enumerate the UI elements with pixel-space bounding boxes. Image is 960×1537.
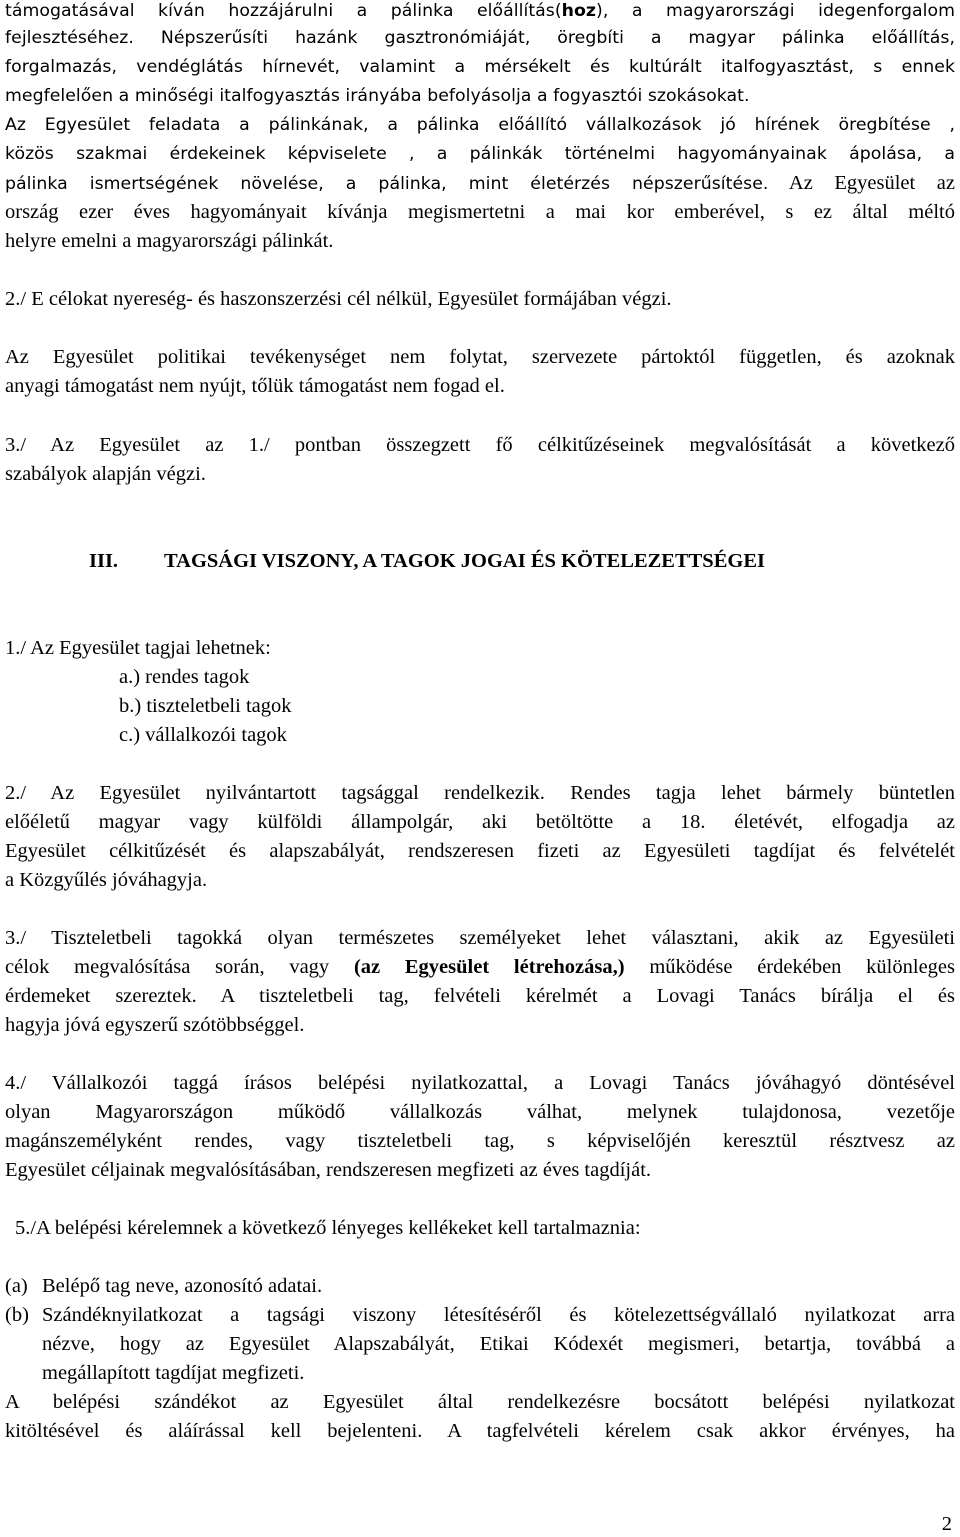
members-item-b: b.) tiszteletbeli tagok	[119, 695, 292, 717]
application-b-line-1: Szándéknyilatkozat a tagsági viszony létesítéséről és kötelezettségvállaló nyilatkozat arra	[42, 1304, 955, 1326]
page-number: 2	[941, 1513, 952, 1535]
purpose-text-sans: pálinka ismertségének növelése, a pálinka, mint életérzés népszerűsítése.	[5, 174, 769, 194]
members-intro: 1./ Az Egyesület tagjai lehetnek:	[5, 637, 271, 659]
application-a-text: Belépő tag neve, azonosító adatai.	[42, 1275, 323, 1297]
point-3-line-1: 3./ Az Egyesület az 1./ pontban összegzett fő célkitűzéseinek megvalósítását a következő	[5, 434, 955, 456]
purpose-line-5: helyre emelni a magyarországi pálinkát.	[5, 230, 334, 252]
honorary-text: működése érdekében különleges	[624, 956, 956, 978]
intro-line-1	[5, 0, 955, 26]
intro-line-3: forgalmazás, vendéglátás hírnevét, valamint a mérsékelt és kultúrált italfogyasztást, s ennek	[5, 57, 955, 77]
intro-text: ), a magyarországi idegenforgalom	[596, 1, 956, 21]
honorary-line-4: hagyja jóvá egyszerű szótöbbséggel.	[5, 1014, 305, 1036]
section-number: III.	[89, 550, 119, 572]
application-closing-2: kitöltésével és aláírással kell bejelenteni. A tagfelvételi kérelem csak akkor érvényes, ha	[5, 1420, 955, 1442]
point-3-line-2: szabályok alapján végzi.	[5, 463, 206, 485]
regular-line-3: Egyesület célkitűzését és alapszabályát, rendszeresen fizeti az Egyesületi tagdíjat és felvételét	[5, 840, 955, 862]
purpose-text-serif: Az Egyesület az	[768, 172, 955, 194]
regular-line-1: 2./ Az Egyesület nyilvántartott tagsággal rendelkezik. Rendes tagja lehet bármely büntetlen	[5, 782, 955, 804]
politics-line-2: anyagi támogatást nem nyújt, tőlük támogatást nem fogad el.	[5, 375, 505, 397]
regular-line-4: a Közgyűlés jóváhagyja.	[5, 869, 208, 891]
application-closing-1: A belépési szándékot az Egyesület által rendelkezésre bocsátott belépési nyilatkozat	[5, 1391, 955, 1413]
intro-line-2: fejlesztéséhez. Népszerűsíti hazánk gasztronómiáját, öregbíti a magyar pálinka előállítás,	[5, 28, 955, 48]
honorary-bold: (az Egyesület létrehozása,)	[353, 956, 625, 978]
point-2-text: 2./ E célokat nyereség- és haszonszerzési cél nélkül, Egyesület formájában végzi.	[5, 288, 672, 310]
purpose-line-2: közös szakmai érdekeinek képviselete , a pálinkák történelmi hagyományainak ápolása, a	[5, 144, 955, 164]
honorary-line-3: érdemeket szereztek. A tiszteletbeli tag, felvételi kérelmét a Lovagi Tanács bírálja el és	[5, 985, 955, 1007]
honorary-line-1: 3./ Tiszteletbeli tagokká olyan természetes személyeket lehet választani, akik az Egyesületi	[5, 927, 955, 949]
honorary-line-2	[5, 953, 955, 982]
members-item-c: c.) vállalkozói tagok	[119, 724, 287, 746]
business-line-3: magánszemélyként rendes, vagy tiszteletbeli tag, s képviselőjén keresztül résztvesz az	[5, 1130, 955, 1152]
application-intro: 5./A belépési kérelemnek a következő lényeges kellékeket kell tartalmaznia:	[15, 1217, 641, 1239]
politics-line-1: Az Egyesület politikai tevékenységet nem folytat, szervezete pártoktól független, és azoknak	[5, 346, 955, 368]
intro-text: támogatásával kíván hozzájárulni a pálinka előállítás(	[5, 1, 562, 21]
intro-bold: hoz	[561, 1, 597, 21]
purpose-line-4: ország ezer éves hagyományait kívánja megismertetni a mai kor emberével, s ez által méltó	[5, 201, 955, 223]
application-b-line-2: nézve, hogy az Egyesület Alapszabályát, Etikai Kódexét megismeri, betartja, továbbá a	[42, 1333, 955, 1355]
purpose-line-1: Az Egyesület feladata a pálinkának, a pálinka előállító vállalkozások jó hírének öregbítése ,	[5, 115, 955, 135]
business-line-2: olyan Magyarországon működő vállalkozás válhat, melynek tulajdonosa, vezetője	[5, 1101, 955, 1123]
intro-line-4: megfelelően a minőségi italfogyasztás irányába befolyásolja a fogyasztói szokásokat.	[5, 86, 750, 106]
application-b-label: (b)	[5, 1304, 29, 1326]
business-line-1: 4./ Vállalkozói taggá írásos belépési nyilatkozattal, a Lovagi Tanács jóváhagyó döntésével	[5, 1072, 955, 1094]
business-line-4: Egyesület céljainak megvalósításában, rendszeresen megfizeti az éves tagdíját.	[5, 1159, 652, 1181]
application-b-line-3: megállapított tagdíjat megfizeti.	[42, 1362, 305, 1384]
honorary-text: célok megvalósítása során, vagy	[5, 956, 354, 978]
purpose-line-3	[5, 169, 955, 199]
members-item-a: a.) rendes tagok	[119, 666, 250, 688]
application-a-label: (a)	[5, 1275, 28, 1297]
section-title: TAGSÁGI VISZONY, A TAGOK JOGAI ÉS KÖTELEZETTSÉGEI	[164, 550, 765, 572]
regular-line-2: előéletű magyar vagy külföldi állampolgár, aki betöltötte a 18. életévét, elfogadja az	[5, 811, 955, 833]
